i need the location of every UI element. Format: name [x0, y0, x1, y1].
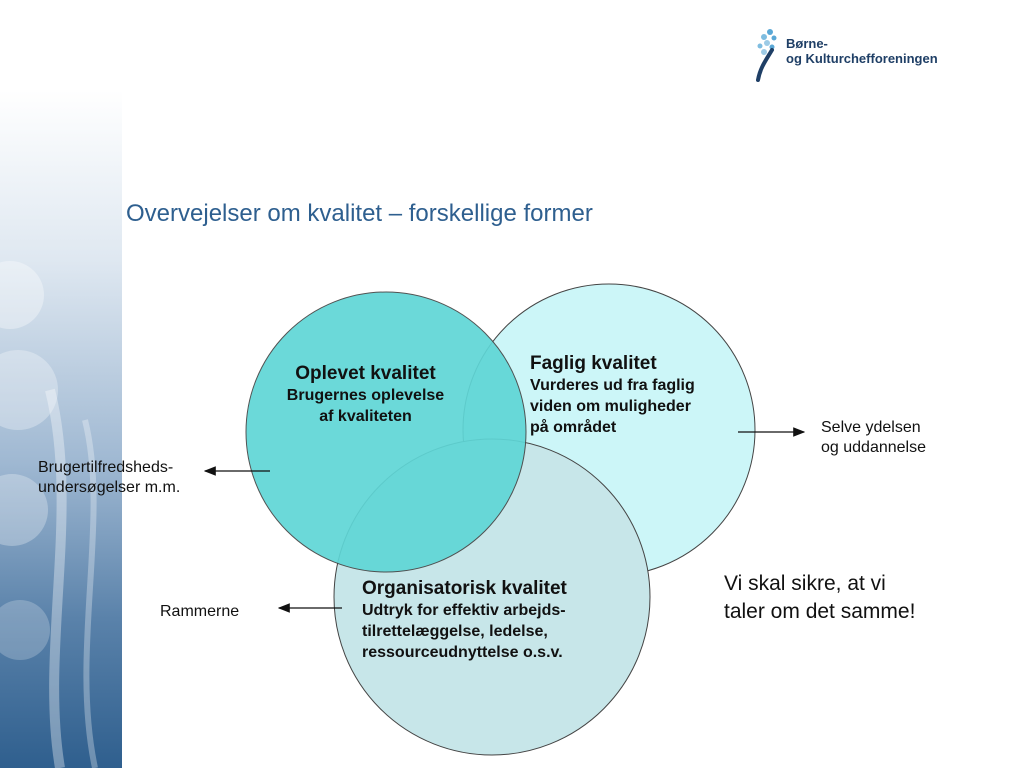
- organisatorisk-line-3: ressourceudnyttelse o.s.v.: [362, 644, 563, 661]
- oplevet-line-2: af kvaliteten: [319, 408, 412, 425]
- faglig-line-2: viden om muligheder: [530, 398, 691, 415]
- note-text: [724, 570, 915, 626]
- logo-line-1: Børne-: [786, 36, 828, 51]
- faglig-label: [530, 352, 745, 438]
- logo-line-2: og Kulturchefforeningen: [786, 51, 938, 66]
- right-line-1: Selve ydelsen: [821, 419, 921, 436]
- right-label: [821, 418, 926, 458]
- faglig-line-3: på området: [530, 419, 617, 436]
- faglig-line-1: Vurderes ud fra faglig: [530, 377, 695, 394]
- note-line-2: taler om det samme!: [724, 600, 916, 623]
- organisatorisk-label: [362, 577, 642, 663]
- slide-title: Overvejelser om kvalitet – forskellige former: [126, 200, 593, 227]
- faglig-title: Faglig kvalitet: [530, 353, 657, 374]
- organisatorisk-title: Organisatorisk kvalitet: [362, 578, 567, 599]
- left-bottom-label: Rammerne: [160, 603, 240, 620]
- circle-oplevet: [246, 292, 526, 572]
- note-line-1: Vi skal sikre, at vi: [724, 572, 886, 595]
- left-top-label: [38, 458, 180, 498]
- oplevet-label: [263, 362, 468, 427]
- organisatorisk-line-2: tilrettelæggelse, ledelse,: [362, 623, 548, 640]
- organisatorisk-line-1: Udtryk for effektiv arbejds-: [362, 602, 566, 619]
- right-line-2: og uddannelse: [821, 439, 926, 456]
- left-top-line-1: Brugertilfredsheds-: [38, 459, 174, 476]
- oplevet-line-1: Brugernes oplevelse: [286, 387, 445, 404]
- oplevet-title: Oplevet kvalitet: [295, 363, 436, 384]
- left-top-line-2: undersøgelser m.m.: [38, 479, 181, 496]
